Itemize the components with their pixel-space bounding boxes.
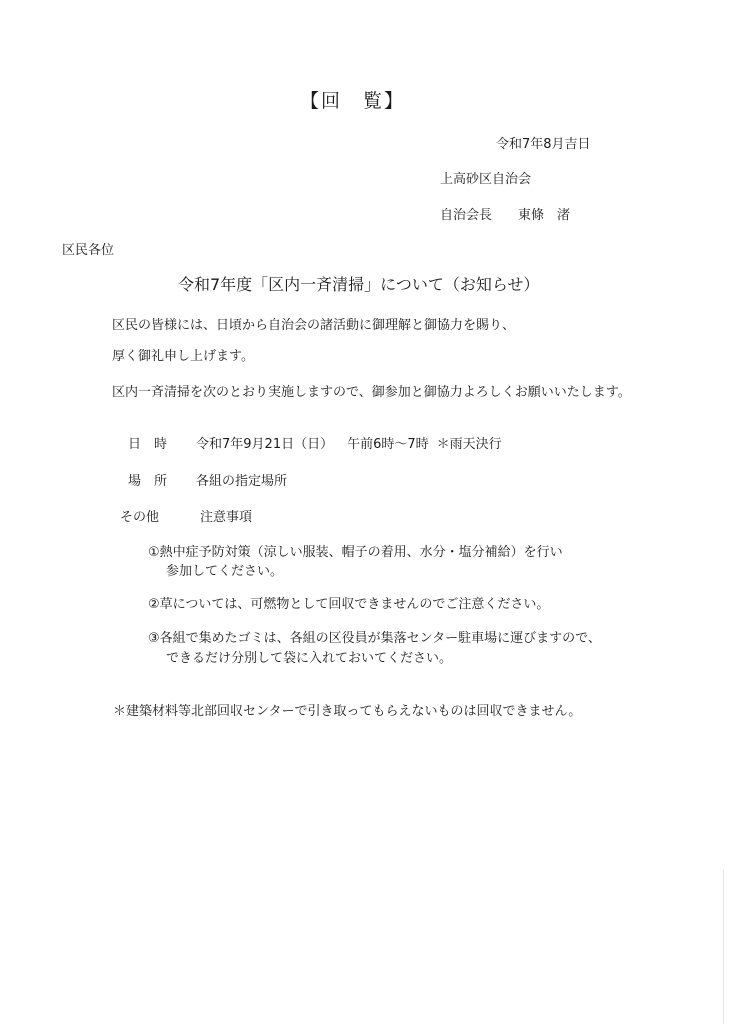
weather-note: ＊雨天決行 — [436, 437, 502, 452]
body-paragraph-2: 厚く御礼申し上げます。 — [112, 349, 254, 364]
notice-subject: 令和7年度「区内一斉清掃」について（お知らせ） — [178, 275, 540, 294]
footnote: ＊建築材料等北部回収センターで引き取ってもらえないものは回収できません。 — [113, 704, 582, 719]
scan-edge-line — [723, 870, 724, 1024]
note-3-line-2: できるだけ分別して袋に入れておいてください。 — [166, 651, 453, 666]
body-paragraph-3: 区内一斉清掃を次のとおり実施しますので、御参加と御協力よろしくお願いいたします。 — [112, 385, 631, 400]
other-label: その他 — [120, 510, 160, 525]
document-title: 【回 覧】 — [300, 90, 406, 112]
organization-name: 上高砂区自治会 — [440, 172, 532, 187]
chair-title: 自治会長 — [440, 208, 493, 223]
issue-date: 令和7年8月吉日 — [496, 137, 591, 152]
note-1-line-1: ①熱中症予防対策（涼しい服装、帽子の着用、水分・塩分補給）を行い — [148, 545, 563, 560]
chair-name: 東條 渚 — [518, 208, 571, 223]
date-label: 日 時 — [128, 437, 168, 452]
time-value: 午前6時～7時 — [347, 437, 429, 452]
note-3-line-1: ③各組で集めたゴミは、各組の区役員が集落センター駐車場に運びますので、 — [148, 631, 601, 646]
chair-line — [440, 208, 570, 224]
other-value: 注意事項 — [200, 510, 253, 525]
note-1-line-2: 参加してください。 — [166, 564, 284, 579]
detail-row-other — [120, 510, 252, 526]
detail-row-place — [128, 474, 287, 490]
detail-row-date — [128, 437, 502, 453]
body-paragraph-1: 区民の皆様には、日頃から自治会の諸活動に御理解と御協力を賜り、 — [112, 318, 516, 333]
note-2: ②草については、可燃物として回収できませんのでご注意ください。 — [148, 597, 550, 612]
place-label: 場 所 — [128, 474, 168, 489]
recipients: 区民各位 — [62, 243, 115, 258]
date-value: 令和7年9月21日（日） — [196, 437, 334, 452]
place-value: 各組の指定場所 — [196, 474, 288, 489]
